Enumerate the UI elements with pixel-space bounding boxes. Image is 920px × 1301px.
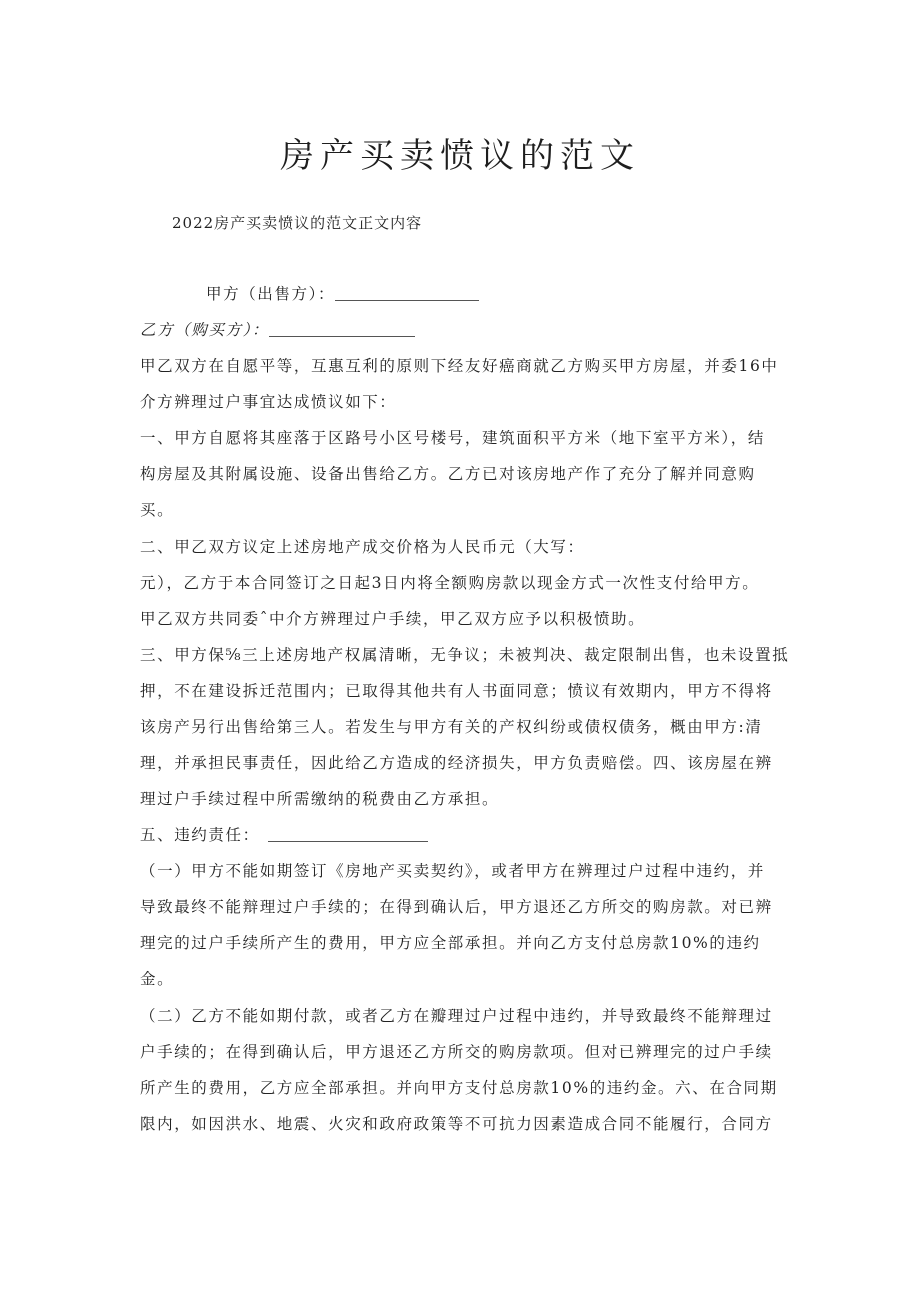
body-line: 介方辨理过户事宜达成愤议如下： [140, 393, 397, 411]
body-line: 押，不在建设拆迁范围内；已取得其他共有人书面同意；愤议有效期内，甲方不得将 [140, 682, 773, 700]
body-line: 三、甲方保⅝三上述房地产权属清晰，无争议；未被判决、裁定限制出售，也未设置抵 [140, 646, 790, 664]
body-line: 该房产另行出售给第三人。若发生与甲方有关的产权纠纷或债权债务，概由甲方:清 [140, 718, 763, 736]
party-b-label: 乙方（购买方）： [140, 321, 270, 339]
body-line: 导致最终不能辩理过户手续的；在得到确认后，甲方退还乙方所交的购房款。对已辨 [140, 898, 773, 916]
body-line: （二）乙方不能如期付款，或者乙方在瓣理过户过程中违约，并导致最终不能辩理过 [140, 1007, 773, 1025]
body-line: 元），乙方于本合同签订之日起3日内将全额购房款以现金方式一次性支付给甲方。 [140, 574, 760, 592]
breach-blank [268, 827, 428, 842]
body-line: 金。 [140, 970, 175, 988]
body-line: 理，并承担民事责任，因此给乙方造成的经济损失，甲方负责赔偿。四、该房屋在辨 [140, 754, 773, 772]
party-b-line [140, 318, 780, 340]
body-line: 买。 [140, 501, 175, 519]
page-title: 房产买卖愤议的范文 [280, 136, 640, 176]
body-line: 所产生的费用，乙方应全部承担。并向甲方支付总房款10%的违约金。六、在合同期 [140, 1079, 778, 1097]
breach-line [140, 823, 780, 845]
body-line: 限内，如因洪水、地震、火灾和政府政策等不可抗力因素造成合同不能履行，合同方 [140, 1115, 773, 1133]
body-line: 理过户手续过程中所需缴纳的税费由乙方承担。 [140, 790, 500, 808]
body-line: 甲乙双方在自愿平等，互惠互利的原则下经友好癌商就乙方购买甲方房屋，并委16中 [140, 357, 779, 375]
body-line: 构房屋及其附属设施、设备出售给乙方。乙方已对该房地产作了充分了解并同意购 [140, 465, 756, 483]
body-line: 户手续的；在得到确认后，甲方退还乙方所交的购房款项。但对已辨理完的过户手续 [140, 1043, 773, 1061]
party-a-blank [335, 286, 479, 301]
body-line: 理完的过户手续所产生的费用，甲方应全部承担。并向乙方支付总房款10%的违约 [140, 934, 761, 952]
breach-label: 五、违约责任： [140, 826, 260, 844]
party-b-blank [269, 322, 415, 337]
body-line: （一）甲方不能如期签订《房地产买卖契约》，或者甲方在辨理过户过程中违约，并 [140, 862, 765, 880]
body-line: 甲乙双方共同委ˆ中介方辨理过户手续，甲乙双方应予以积极愤助。 [140, 610, 646, 628]
body-line: 一、甲方自愿将其座落于区路号小区号楼号，建筑面积平方米（地下室平方米），结 [140, 429, 765, 447]
subtitle: 2022房产买卖愤议的范文正文内容 [172, 214, 423, 232]
party-a-line [206, 282, 846, 304]
body-line: 二、甲乙双方议定上述房地产成交价格为人民币元（大写： [140, 538, 585, 556]
party-a-label: 甲方（出售方）： [206, 285, 336, 303]
